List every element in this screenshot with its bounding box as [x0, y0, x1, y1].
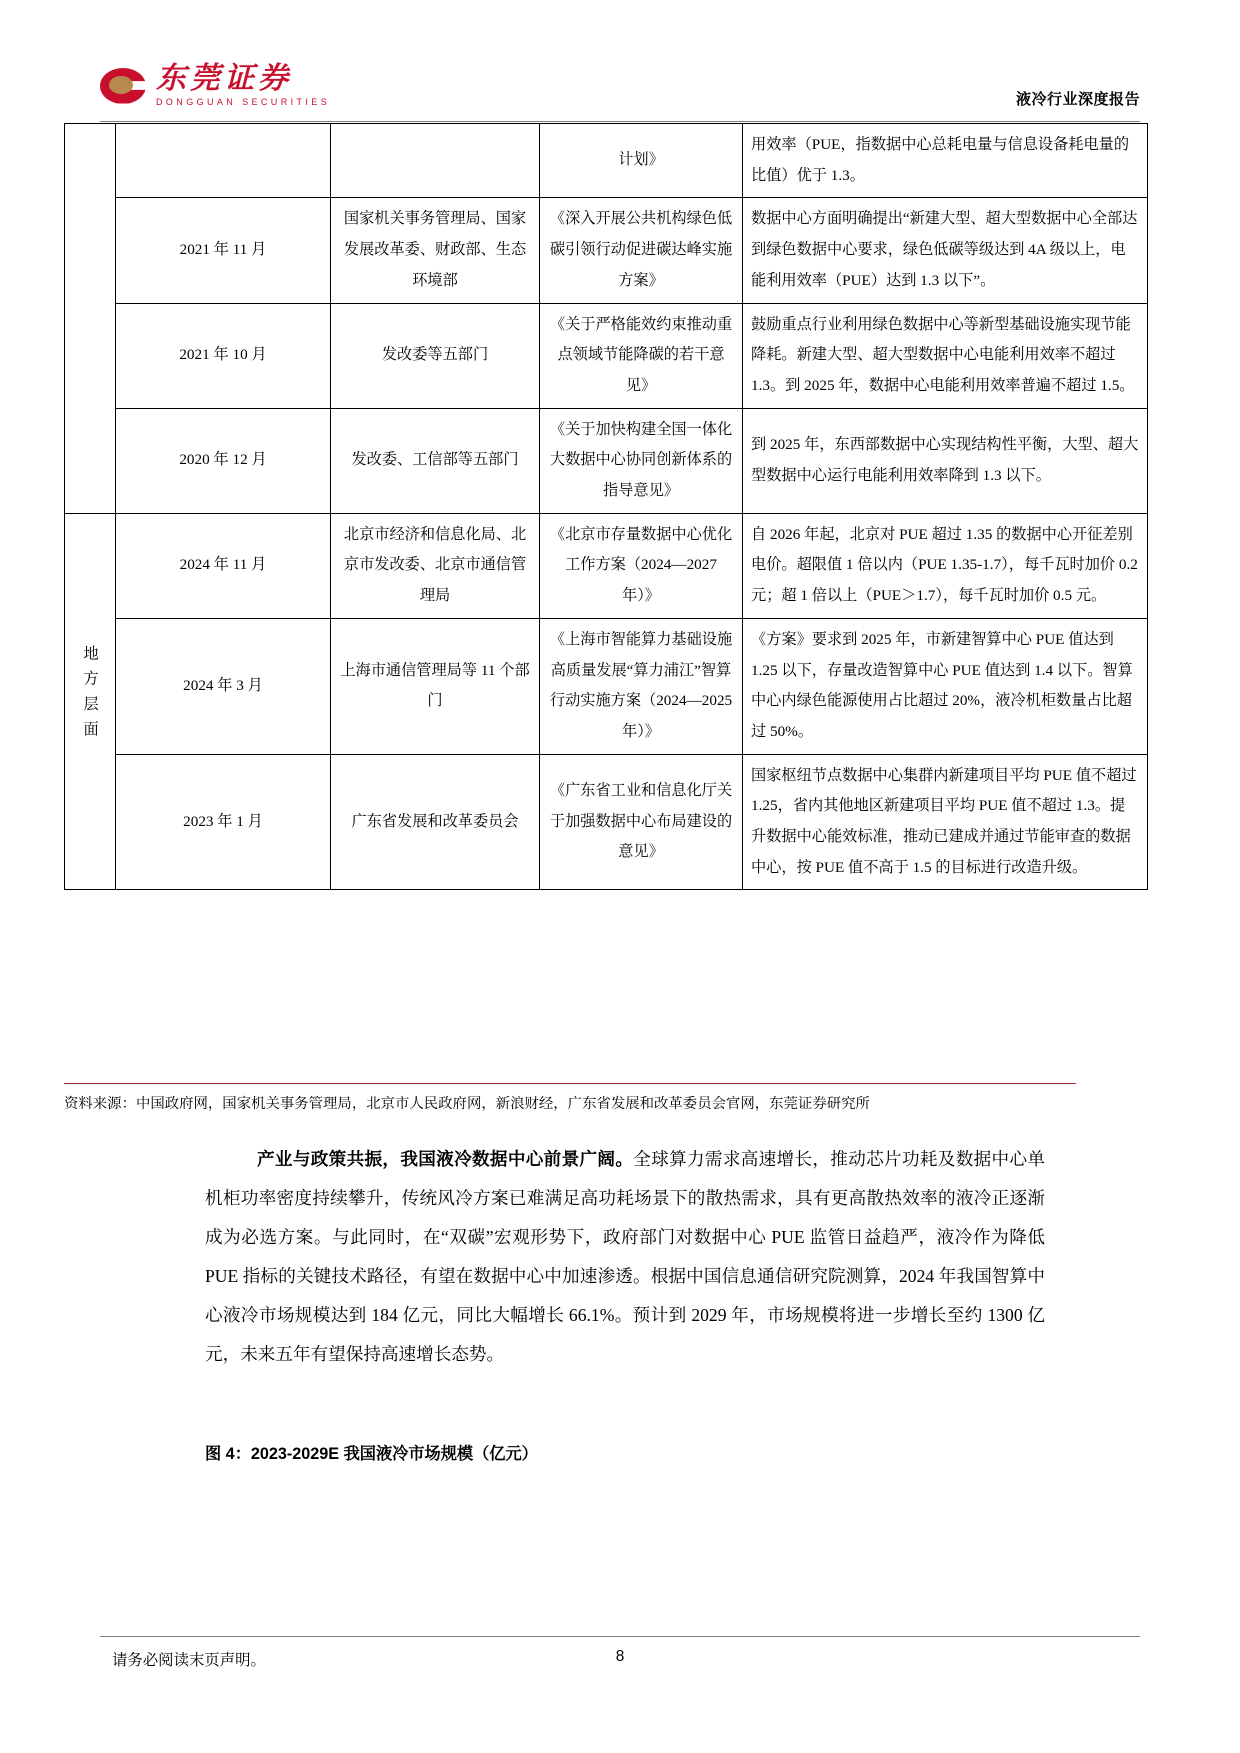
row-date-cell: 2024 年 3 月 — [116, 618, 331, 754]
row-department-cell: 发改委、工信部等五部门 — [331, 408, 540, 513]
row-date-cell: 2020 年 12 月 — [116, 408, 331, 513]
body-paragraph — [205, 1140, 1045, 1374]
policy-table-body — [65, 124, 1148, 890]
policy-table — [64, 123, 1148, 890]
footer-divider — [100, 1636, 1140, 1637]
row-date-cell: 2021 年 11 月 — [116, 198, 331, 303]
table-row — [65, 124, 1148, 198]
paragraph-text: 全球算力需求高速增长，推动芯片功耗及数据中心单机柜功率密度持续攀升，传统风冷方案已难满足高功耗场景下的散热需求，具有更高散热效率的液冷正逐渐成为必选方案。与此同时，在“双碳”宏观形势下，政府部门对数据中心 PUE 监管日益趋严，液冷作为降低 PUE 指标的关键技术路径，有望在数据中心中加速渗透。根据中国信息通信研究院测算，2024 年我国智算中心液冷市场规模达到 184 亿元，同比大幅增长 66.1%。预计到 2029 年，市场规模将进一步增长至约 1300 亿元，未来五年有望保持高速增长态势。 — [205, 1149, 1045, 1365]
row-content-cell: 用效率（PUE，指数据中心总耗电量与信息设备耗电量的比值）优于 1.3。 — [743, 124, 1148, 198]
row-content-cell: 自 2026 年起，北京对 PUE 超过 1.35 的数据中心开征差别电价。超限值 1 倍以内（PUE 1.35-1.7），每千瓦时加价 0.2 元；超 1 倍以上（PUE＞1.7），每千瓦时加价 0.5 元。 — [743, 513, 1148, 618]
table-bottom-divider — [64, 1083, 1076, 1084]
row-content-cell: 国家枢纽节点数据中心集群内新建项目平均 PUE 值不超过 1.25，省内其他地区新建项目平均 PUE 值不超过 1.3。提升数据中心能效标准，推动已建成并通过节能审查的数据中心，按 PUE 值不高于 1.5 的目标进行改造升级。 — [743, 754, 1148, 890]
row-content-cell: 到 2025 年，东西部数据中心实现结构性平衡，大型、超大型数据中心运行电能利用效率降到 1.3 以下。 — [743, 408, 1148, 513]
row-content-cell: 数据中心方面明确提出“新建大型、超大型数据中心全部达到绿色数据中心要求，绿色低碳等级达到 4A 级以上，电能利用效率（PUE）达到 1.3 以下”。 — [743, 198, 1148, 303]
logo-english-name: DONGGUAN SECURITIES — [156, 97, 331, 107]
row-content-cell: 鼓励重点行业利用绿色数据中心等新型基础设施实现节能降耗。新建大型、超大型数据中心电能利用效率不超过 1.3。到 2025 年，数据中心电能利用效率普遍不超过 1.5。 — [743, 303, 1148, 408]
row-document-cell: 《深入开展公共机构绿色低碳引领行动促进碳达峰实施方案》 — [540, 198, 743, 303]
row-level-cell — [65, 513, 116, 890]
row-department-cell: 国家机关事务管理局、国家发展改革委、财政部、生态环境部 — [331, 198, 540, 303]
row-document-cell: 《关于严格能效约束推动重点领域节能降碳的若干意见》 — [540, 303, 743, 408]
row-document-cell: 《上海市智能算力基础设施高质量发展“算力浦江”智算行动实施方案（2024—2025 年）》 — [540, 618, 743, 754]
company-logo — [100, 64, 330, 107]
dongguan-securities-logo-icon — [100, 66, 146, 106]
row-date-cell: 2024 年 11 月 — [116, 513, 331, 618]
table-row — [65, 754, 1148, 890]
row-department-cell: 上海市通信管理局等 11 个部门 — [331, 618, 540, 754]
paragraph-lead-sentence: 产业与政策共振，我国液冷数据中心前景广阔。 — [257, 1149, 634, 1169]
row-department-cell: 发改委等五部门 — [331, 303, 540, 408]
level-label-local: 地方层面 — [81, 645, 99, 747]
row-document-cell: 计划》 — [540, 124, 743, 198]
table-row — [65, 303, 1148, 408]
row-document-cell: 《北京市存量数据中心优化工作方案（2024—2027 年）》 — [540, 513, 743, 618]
row-department-cell: 广东省发展和改革委员会 — [331, 754, 540, 890]
page-header — [100, 58, 1140, 120]
figure-caption: 图 4：2023-2029E 我国液冷市场规模（亿元） — [205, 1445, 538, 1463]
table-row — [65, 513, 1148, 618]
footer-page-number: 8 — [615, 1648, 625, 1665]
row-document-cell: 《关于加快构建全国一体化大数据中心协同创新体系的指导意见》 — [540, 408, 743, 513]
row-document-cell: 《广东省工业和信息化厅关于加强数据中心布局建设的意见》 — [540, 754, 743, 890]
logo-chinese-name: 东莞证券 — [156, 62, 292, 95]
row-date-cell: 2023 年 1 月 — [116, 754, 331, 890]
report-header-title: 液冷行业深度报告 — [1015, 91, 1140, 108]
logo-text-block — [156, 64, 330, 107]
row-department-cell: 北京市经济和信息化局、北京市发改委、北京市通信管理局 — [331, 513, 540, 618]
header-divider — [100, 121, 1140, 122]
row-content-cell: 《方案》要求到 2025 年，市新建智算中心 PUE 值达到 1.25 以下，存量改造智算中心 PUE 值达到 1.4 以下。智算中心内绿色能源使用占比超过 20%，液冷机柜数量占比超过 50%。 — [743, 618, 1148, 754]
table-row — [65, 198, 1148, 303]
table-row — [65, 618, 1148, 754]
table-row — [65, 408, 1148, 513]
row-department-cell — [331, 124, 540, 198]
row-level-cell — [65, 124, 116, 514]
row-date-cell — [116, 124, 331, 198]
footer-disclaimer: 请务必阅读末页声明。 — [112, 1652, 266, 1669]
table-source-note: 资料来源：中国政府网，国家机关事务管理局，北京市人民政府网，新浪财经，广东省发展和改革委员会官网，东莞证券研究所 — [64, 1096, 870, 1112]
row-date-cell: 2021 年 10 月 — [116, 303, 331, 408]
